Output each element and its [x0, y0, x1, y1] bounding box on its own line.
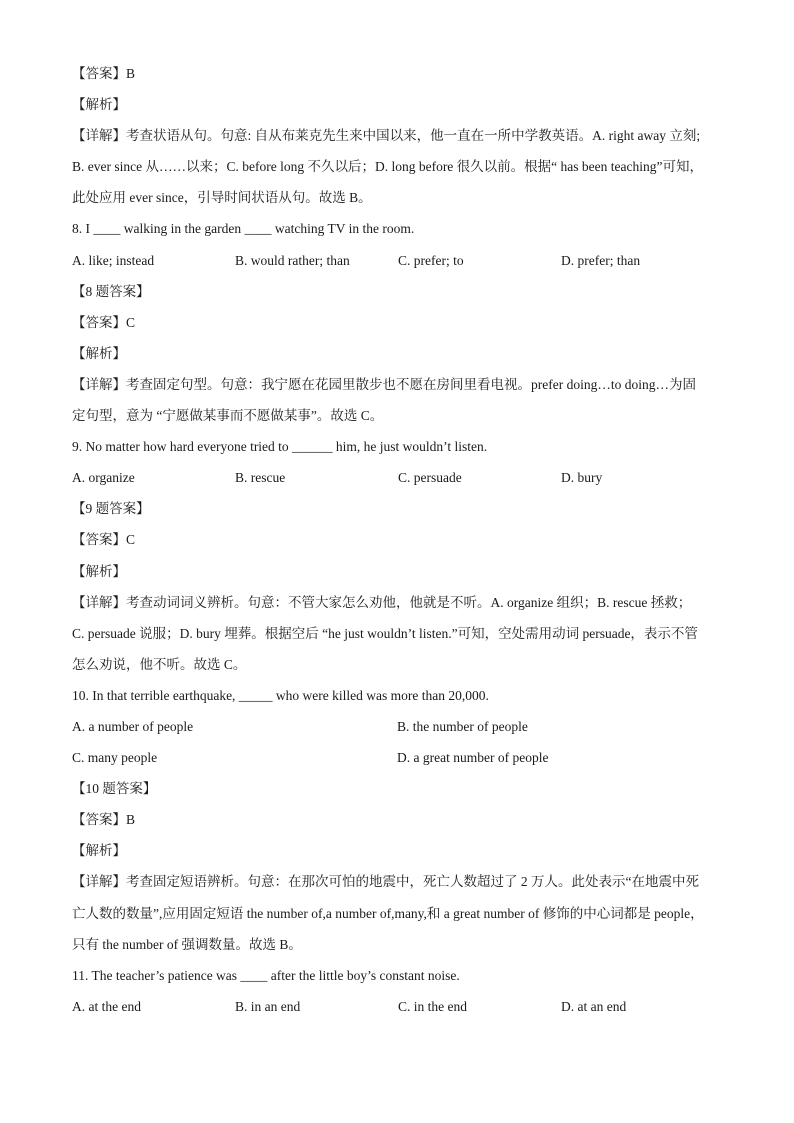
- option-item: C. persuade: [398, 470, 462, 486]
- text-line: 9. No matter how hard everyone tried to ______ him, he just wouldn’t listen.: [72, 439, 488, 455]
- option-item: B. rescue: [235, 470, 286, 486]
- option-row: [72, 742, 724, 773]
- option-item: D. a great number of people: [397, 750, 549, 766]
- text-line: 【8 题答案】: [72, 283, 150, 299]
- text-line: 10. In that terrible earthquake, _____ who were killed was more than 20,000.: [72, 687, 489, 703]
- text-line: 【答案】C: [72, 532, 136, 548]
- text-line: 【解析】: [72, 97, 126, 113]
- text-line: 11. The teacher’s patience was ____ after the little boy’s constant noise.: [72, 967, 460, 983]
- text-line: 【详解】考查状语从句。句意: 自从布莱克先生来中国以来，他一直在一所中学教英语。A. right away 立刻;: [72, 128, 701, 144]
- text-line: 【详解】考查动词词义辨析。句意：不管大家怎么劝他，他就是不听。A. organize 组织；B. rescue 拯救；: [72, 594, 692, 610]
- option-item: A. a number of people: [72, 718, 194, 734]
- text-line: 【解析】: [72, 563, 126, 579]
- text-line: 【详解】考查固定句型。句意：我宁愿在花园里散步也不愿在房间里看电视。prefer doing…to doing…为固: [72, 376, 696, 392]
- text-line: 【答案】C: [72, 314, 136, 330]
- option-row: [72, 711, 724, 742]
- text-line: 【详解】考查固定短语辨析。句意：在那次可怕的地震中，死亡人数超过了 2 万人。此处表示“在地震中死: [72, 874, 699, 890]
- option-item: B. the number of people: [397, 718, 528, 734]
- text-line: 【10 题答案】: [72, 781, 157, 797]
- option-item: D. bury: [561, 470, 603, 486]
- text-line: 怎么劝说，他不听。故选 C。: [72, 656, 247, 672]
- option-row: [72, 462, 724, 493]
- option-item: C. prefer; to: [398, 252, 464, 268]
- text-line: C. persuade 说服；D. bury 埋葬。根据空后 “he just wouldn’t listen.”可知，空处需用动词 persuade，表示不管: [72, 625, 698, 641]
- option-item: D. at an end: [561, 998, 627, 1014]
- option-row: [72, 245, 724, 276]
- option-row: [72, 991, 724, 1022]
- text-line: 8. I ____ walking in the garden ____ watching TV in the room.: [72, 221, 415, 237]
- text-line: B. ever since 从……以来；C. before long 不久以后；D. long before 很久以前。根据“ has been teaching”可知，: [72, 159, 703, 175]
- option-item: A. organize: [72, 470, 135, 486]
- text-line: 【解析】: [72, 345, 126, 361]
- text-line: 亡人数的数量”,应用固定短语 the number of,a number of,many,和 a great number of 修饰的中心词都是 people，: [72, 905, 704, 921]
- option-item: A. like; instead: [72, 252, 155, 268]
- text-line: 【解析】: [72, 843, 126, 859]
- text-line: 【答案】B: [72, 812, 136, 828]
- text-line: 此处应用 ever since，引导时间状语从句。故选 B。: [72, 190, 372, 206]
- document-page: [72, 58, 724, 1022]
- option-item: B. would rather; than: [235, 252, 350, 268]
- option-item: D. prefer; than: [561, 252, 641, 268]
- option-item: A. at the end: [72, 998, 141, 1014]
- text-line: 【9 题答案】: [72, 501, 150, 517]
- option-item: C. in the end: [398, 998, 467, 1014]
- option-item: B. in an end: [235, 998, 301, 1014]
- text-line: 【答案】B: [72, 66, 136, 81]
- text-line: 定句型，意为 “宁愿做某事而不愿做某事”。故选 C。: [72, 408, 384, 424]
- text-line: 只有 the number of 强调数量。故选 B。: [72, 936, 302, 952]
- option-item: C. many people: [72, 750, 158, 766]
